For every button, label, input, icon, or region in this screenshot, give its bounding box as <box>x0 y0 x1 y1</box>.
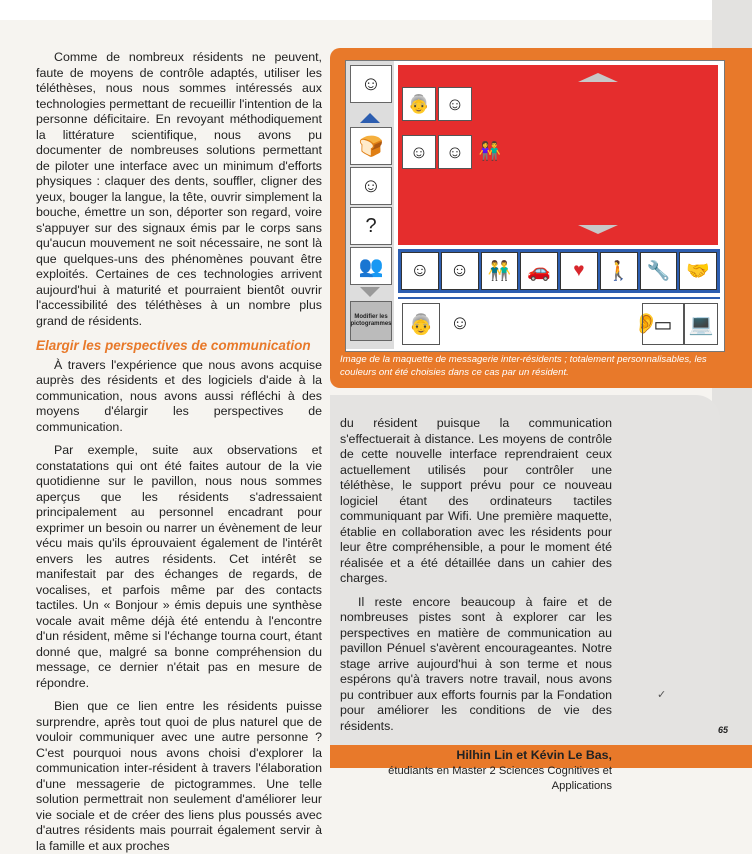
figure-caption: Image de la maquette de messagerie inter-résidents ; totalement personnalisables, les couleurs ont été choisies dans ce cas par un résident. <box>340 354 707 378</box>
greeting-face-icon: ☺ <box>438 87 472 121</box>
talking-pictogram-icon: ☺ <box>441 252 479 290</box>
send-computer-icon: 💻 <box>684 303 718 345</box>
speaking-face-icon: ☺ <box>438 135 472 169</box>
section-paragraph-2: Par exemple, suite aux observations et constatations qui ont été faites autour de la vie quotidienne sur le pavillon, nous nous sommes aperçus que les résidents s'adressaient principalement au personnel encadrant pour exprimer un besoin ou narrer un évènement de leur vécu mais qu'ils éprouvaient également de l'intérêt envers les autres résidents. Cet intérêt se manifestait par des échanges de regards, de vocalises, et parfois même par des contacts tactiles. Un « Bonjour » émis depuis une synthèse vocale avait même déjà été entendu à l'encontre d'un résident, même si l'échange tourna court, étant donné que, malgré sa bonne compréhension du message, ce dernier n'était pas en mesure de répondre. <box>36 443 322 690</box>
resident-face-icon: ☺ <box>350 65 392 103</box>
message-row <box>402 87 472 121</box>
people-pictogram-icon: 👬 <box>481 252 519 290</box>
section-paragraph-3: Bien que ce lien entre les résidents puisse surprendre, après tout quoi de plus naturel que de vouloir communiquer avec une autre personne ? C'est pourquoi nous avons choisi d'explorer la communication inter-résident à travers l'élaboration d'une messagerie de pictogrammes. Une telle solution permettrait non seulement d'améliorer leur vie sociale et de créer des liens plus poussés avec d'autres résidents mais pourrait également servir à la famille et aux proches <box>36 699 322 853</box>
grandmother-icon: 👵 <box>402 87 436 121</box>
author-role: étudiants en Master 2 Sciences Cognitives et Applications <box>388 764 612 792</box>
pen-mark: ✓ <box>657 689 667 701</box>
face-pictogram-icon: ☺ <box>401 252 439 290</box>
pictogram-strip <box>398 249 720 293</box>
recipient-face-icon: ☺ <box>449 311 471 334</box>
mockup-message-area <box>398 65 718 245</box>
food-icon: 🍞 <box>350 127 392 165</box>
objects-pictogram-icon: 🔧 <box>640 252 678 290</box>
messages-up-arrow-icon <box>578 73 618 82</box>
author-signature: Hilhin Lin et Kévin Le Bas, <box>456 748 612 762</box>
left-column <box>36 50 322 854</box>
page-number: 65 <box>718 725 729 735</box>
right-paragraph-1: du résident puisque la communication s'effectuerait à distance. Les moyens de contrôle de cette nouvelle interface reprendraient ceux actuellement utilisés pour contrôler une téléthèse, le support prévu pour ce nouveau logiciel étant des ordinateurs tactiles communiquant par Wifi. Une première maquette, établie en collaboration avec les résidents pour leur être compréhensible, a pour le moment été réalisée et a été détaillée dans un cahier des charges. <box>340 416 612 585</box>
page-top-margin <box>0 0 752 20</box>
mockup-compose-bar <box>398 297 720 349</box>
modify-pictograms-button: Modifier les pictogrammes <box>350 301 392 341</box>
scroll-down-icon <box>360 287 380 297</box>
car-pictogram-icon: 🚗 <box>520 252 558 290</box>
standing-people-icon: 👫 <box>478 140 502 161</box>
question-icon: ? <box>350 207 392 245</box>
intro-paragraph: Comme de nombreux résidents ne peuvent, faute de moyens de contrôle adaptés, utiliser les téléthèses, nous nous sommes intéressés aux technologies permettant de recueillir l'intention de la personne déficitaire. En revoyant méthodiquement la littérature scientifique, nous avons pu documenter de nombreuses solutions permettant de piloter une interface avec un minimum d'efforts physiques : claquer des dents, souffler, cligner des yeux, bouger la langue, la tête, ouvrir simplement la bouche, émettre un son, déporter son regard, voire s'appuyer sur des signaux émis par le corps sans qu'aucun mouvement ne soit nécessaire, ne sont là que quelques-uns des phénomènes pouvant être exploités. Certaines de ces technologies arrivent aujourd'hui à maturité et pourraient bientôt ouvrir l'accessibilité des téléthèses à un nombre plus grand de résidents. <box>36 50 322 328</box>
recipient-grandmother-icon: 👵 <box>402 303 440 345</box>
group-people-icon: 👥 <box>350 247 392 285</box>
right-column <box>340 416 612 795</box>
heart-pictogram-icon: ♥ <box>560 252 598 290</box>
scroll-up-icon <box>360 113 380 123</box>
right-paragraph-2: Il reste encore beaucoup à faire et de nombreuses pistes sont à explorer car les perspectives en matière de communication au pavillon Pénuel s'avèrent encourageantes. Notre stage arrive aujourd'hui à son terme et nous espérons qu'à travers notre travail, nous avons pu contribuer aux efforts fournis par la Fondation pour améliorer les conditions de vie des résidents. <box>340 594 612 733</box>
eraser-icon: ▭ <box>642 303 684 345</box>
message-row <box>402 135 506 169</box>
boy-face-icon: ☺ <box>402 135 436 169</box>
section-title: Elargir les perspectives de communication <box>36 338 311 353</box>
ear-icon: 👂 <box>633 312 659 335</box>
section-paragraph-1: À travers l'expérience que nous avons acquise auprès des résidents et des logiciels d'aide à la communication, nous avons aussi réfléchi à des moyens d'élargir les perspectives de communication. <box>36 357 322 434</box>
messaging-mockup-screenshot <box>345 60 725 352</box>
person-face-icon: ☺ <box>350 167 392 205</box>
mockup-side-toolbar <box>346 61 394 349</box>
messages-down-arrow-icon <box>578 225 618 234</box>
walking-pictogram-icon: 🚶 <box>600 252 638 290</box>
helping-pictogram-icon: 🤝 <box>679 252 717 290</box>
